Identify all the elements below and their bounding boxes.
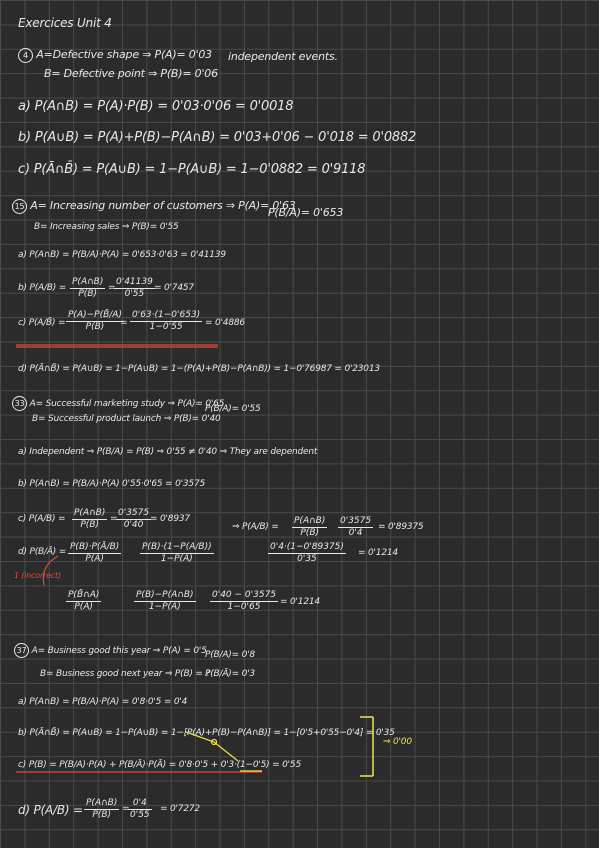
ex37-def-a: A= Business good this year ⇒ P(A) = 0'5	[31, 646, 207, 656]
ex33-answer-b: b) P(A∩B) = P(B/A)·P(A) 0'55·0'65 = 0'3575	[18, 479, 205, 489]
ex15-c-fraction-values: $\frac{0'63\cdot(1-0'653)}{1-0'55}$	[132, 310, 201, 332]
ex15-c-lhs: c) P(A/B̄) =	[18, 318, 66, 328]
ex4-def-a: A=Defective shape ⇒ P(A)= 0'03	[36, 48, 212, 61]
ex33-d-fraction: $\frac{P(B)\cdot P(Ā/B)}{P(Ā)}$	[70, 542, 120, 564]
ex33-number-badge: 33	[12, 396, 27, 411]
ex33-c-fraction-values: $\frac{0'3575}{0'40}$	[118, 508, 150, 530]
ex37-answer-c: c) P(B) = P(B/A)·P(A) + P(B/Ā)·P(Ā) = 0'8·0'5 + 0'3·(1−0'5) = 0'55	[18, 760, 301, 770]
ex33-def-a: A= Successful marketing study ⇒ P(A)= 0'65	[29, 399, 225, 409]
ex15-c-equals: =	[120, 318, 128, 328]
ex33-d-fraction-3: $\frac{0'4\cdot(1-0'89375)}{0'35}$	[270, 542, 344, 564]
ex33-p-b-given-a: P(B/A)= 0'55	[205, 404, 261, 414]
ex15-answer-a: a) P(A∩B) = P(B/A)·P(A) = 0'653·0'63 = 0'41139	[18, 250, 226, 260]
ex37-answer-a: a) P(A∩B) = P(B/A)·P(A) = 0'8·0'5 = 0'4	[18, 697, 188, 707]
ex33-c-equals: =	[110, 514, 118, 524]
ex33-c-side-fraction: $\frac{P(A\cap B)}{P(B)}$	[294, 516, 326, 538]
ex15-p-b-given-a: P(B/A)= 0'653	[268, 206, 344, 219]
ex4-independent-note: independent events.	[228, 50, 338, 63]
ex33-c-side-lhs: ⇒ P(A/B) =	[232, 522, 279, 532]
ex33-e-fraction-3: $\frac{0'40 - 0'3575}{1-0'65}$	[212, 590, 277, 612]
ex15-b-lhs: b) P(A/B) =	[18, 283, 67, 293]
ex33-e-fraction: $\frac{P(B̄\cap A)}{P(Ā)}$	[68, 590, 100, 612]
ex15-def-b: B= Increasing sales ⇒ P(B)= 0'55	[34, 222, 179, 232]
ex33-def-b: B= Successful product launch ⇒ P(B)= 0'40	[32, 414, 221, 424]
ex37-d-lhs: d) P(A/B) =	[18, 803, 83, 817]
page-title: Exercices Unit 4	[18, 16, 112, 30]
ex37-bracket-note: ⇒ 0'00	[383, 737, 412, 747]
ex37-d-result: = 0'7272	[160, 804, 200, 814]
ex37-d-equals: =	[122, 804, 130, 814]
ex33-e-fraction-2: $\frac{P(B)-P(A\cap B)}{1-P(A)}$	[136, 590, 194, 612]
ex33-e-result: = 0'1214	[280, 597, 320, 607]
ex4-answer-a: a) P(A∩B) = P(A)·P(B) = 0'03·0'06 = 0'0018	[18, 99, 294, 114]
ex37-p-b-given-not-a: P(B/Ā)= 0'3	[205, 669, 255, 679]
ex4-answer-b: b) P(A∪B) = P(A)+P(B)−P(A∩B) = 0'03+0'06 − 0'018 = 0'0882	[18, 130, 417, 145]
ex33-c-fraction: $\frac{P(A\cap B)}{P(B)}$	[74, 508, 106, 530]
ex15-c-result: = 0'4886	[205, 318, 245, 328]
ex15-c-fraction: $\frac{P(A)-P(B̄/A)}{P(B̄)}$	[68, 310, 122, 332]
ex33-c-side-fraction-values: $\frac{0'3575}{0'4}$	[340, 516, 372, 538]
ex15-def-a: A= Increasing number of customers ⇒ P(A)= 0'63	[30, 199, 296, 212]
ex33-answer-a: a) Independent ⇒ P(B/A) = P(B) ⇒ 0'55 ≠ 0'40 ⇒ They are dependent	[18, 447, 318, 457]
ex15-b-equals: =	[108, 283, 116, 293]
ex37-number-badge: 37	[14, 643, 29, 658]
ex15-number-badge: 15	[12, 199, 27, 214]
ex37-answer-b: b) P(Ā∩B̄) = P(A∪B) = 1−P(A∪B) = 1−[P(A)+P(B)−P(A∩B)] = 1−[0'5+0'55−0'4] = 0'35	[18, 728, 395, 738]
ex15-b-result: = 0'7457	[154, 283, 194, 293]
ex4-number-badge: 4	[18, 48, 33, 63]
ex15-b-fraction: $\frac{P(A\cap B)}{P(B)}$	[72, 277, 104, 299]
ex37-p-b-given-a: P(B/A)= 0'8	[205, 650, 255, 660]
ex33-c-result: = 0'8937	[150, 514, 190, 524]
ex37-d-fraction-values: $\frac{0'4}{0'55}$	[130, 798, 150, 820]
ex33-d-result: = 0'1214	[358, 548, 398, 558]
ex4-def-b: B= Defective point ⇒ P(B)= 0'06	[44, 67, 218, 80]
ex33-d-incorrect-note: 1 (incorrect)	[14, 571, 61, 580]
ex33-d-fraction-2: $\frac{P(B)\cdot(1-P(A/B))}{1-P(A)}$	[142, 542, 212, 564]
ex4-answer-c: c) P(Ā∩B̄) = P(A∪B) = 1−P(A∪B) = 1−0'0882 = 0'9118	[18, 162, 366, 177]
ex33-d-lhs: d) P(B/Ā) =	[18, 547, 67, 557]
ex33-c-lhs: c) P(A/B) =	[18, 514, 66, 524]
ex15-answer-d: d) P(Ā∩B̄) = P(A∪B) = 1−P(A∪B) = 1−(P(A)+P(B)−P(A∩B)) = 1−0'76987 = 0'23013	[18, 364, 380, 374]
ex37-d-fraction: $\frac{P(A\cap B)}{P(B)}$	[86, 798, 118, 820]
ex33-red-arrow	[43, 556, 58, 585]
ex37-yellow-arrow	[186, 732, 238, 761]
ex37-def-b: B= Business good next year ⇒ P(B) = ?	[40, 669, 210, 679]
ex33-c-side-result: = 0'89375	[378, 522, 424, 532]
ex15-b-fraction-values: $\frac{0'41139}{0'55}$	[116, 277, 153, 299]
